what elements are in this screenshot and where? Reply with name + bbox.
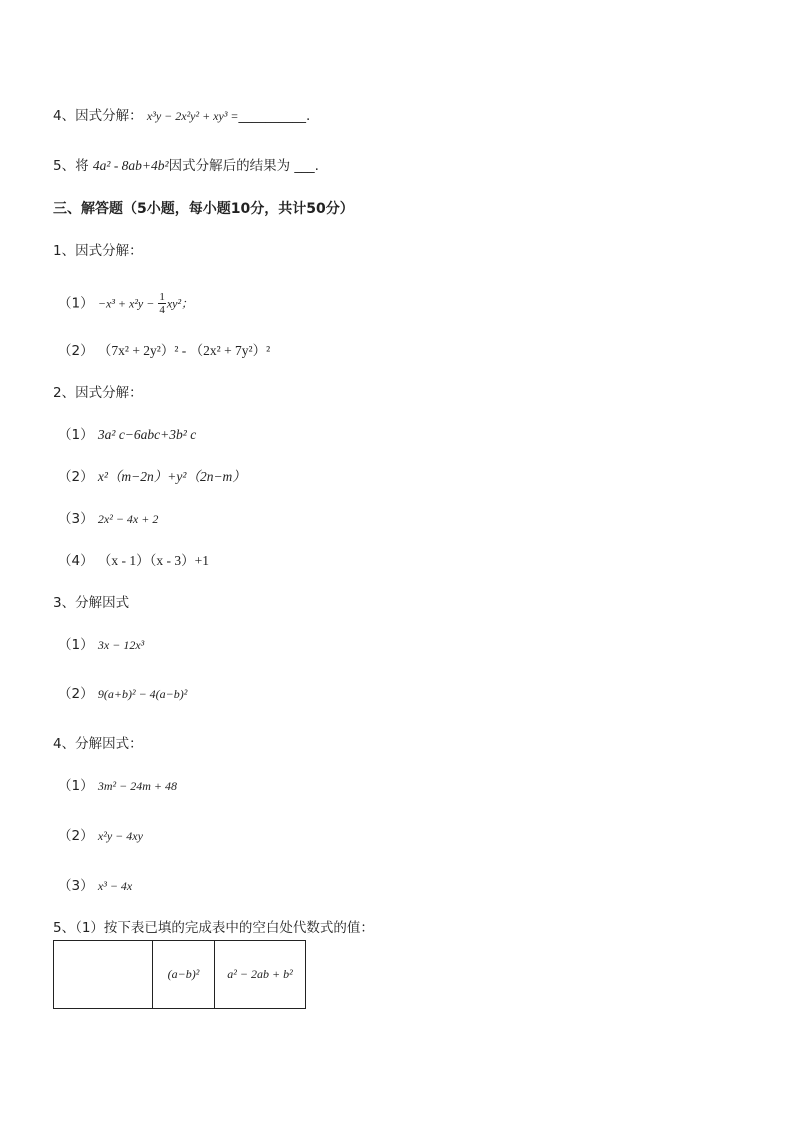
table-cell-expression: a² − 2ab + b² bbox=[215, 941, 306, 1009]
fill-question-5 bbox=[53, 157, 319, 175]
part-index: （1） bbox=[58, 778, 94, 794]
problem-2-part-3 bbox=[58, 510, 158, 528]
part-expression: 3a² c−6abc+3b² c bbox=[97, 427, 197, 442]
question-number: 4、因式分解： bbox=[53, 108, 143, 124]
problem-2-part-1 bbox=[58, 426, 196, 444]
answer-blank[interactable]: __________ bbox=[238, 108, 307, 124]
table-row bbox=[54, 941, 306, 1009]
problem-2-part-4 bbox=[58, 552, 209, 570]
value-table bbox=[53, 940, 306, 1009]
problem-2-label: 2、因式分解： bbox=[53, 385, 143, 401]
part-expression: −x³ + x²y − bbox=[97, 296, 158, 311]
question-text: 因式分解后的结果为 bbox=[168, 158, 291, 174]
part-index: （3） bbox=[58, 511, 94, 527]
fraction bbox=[158, 291, 166, 316]
part-expression: 3m² − 24m + 48 bbox=[97, 779, 178, 793]
problem-2-part-2 bbox=[58, 468, 246, 486]
question-expression: x³y − 2x²y² + xy³ = bbox=[146, 109, 239, 123]
part-expression: x³ − 4x bbox=[97, 879, 133, 893]
part-index: （1） bbox=[58, 427, 94, 443]
part-expression: （x - 1）（x - 3）+1 bbox=[97, 553, 209, 568]
part-expression: 3x − 12x³ bbox=[97, 638, 145, 652]
fraction-denominator: 4 bbox=[159, 304, 165, 316]
problem-4-part-3 bbox=[58, 877, 132, 895]
part-expression: 2x² − 4x + 2 bbox=[97, 512, 159, 526]
problem-3-label: 3、分解因式 bbox=[53, 595, 130, 611]
table-cell-empty[interactable] bbox=[54, 941, 153, 1009]
problem-1-label: 1、因式分解： bbox=[53, 243, 143, 259]
part-expression-tail: xy²； bbox=[166, 296, 194, 311]
fraction-numerator: 1 bbox=[159, 291, 165, 303]
problem-4-part-1 bbox=[58, 777, 177, 795]
part-expression: （7x² + 2y²）² - （2x² + 7y²）² bbox=[97, 343, 271, 358]
part-index: （2） bbox=[58, 828, 94, 844]
table-cell-expression: (a−b)² bbox=[153, 941, 215, 1009]
question-number: 5、将 bbox=[53, 158, 89, 174]
question-expression: 4a² - 8ab+4b² bbox=[92, 158, 169, 173]
problem-4-part-2 bbox=[58, 827, 143, 845]
fill-question-4 bbox=[53, 107, 310, 125]
problem-4-label: 4、分解因式： bbox=[53, 736, 143, 752]
part-index: （2） bbox=[58, 469, 94, 485]
period: . bbox=[306, 108, 311, 124]
part-index: （1） bbox=[58, 295, 94, 312]
period: . bbox=[314, 158, 319, 174]
problem-1-part-2 bbox=[58, 342, 270, 360]
part-expression: x²y − 4xy bbox=[97, 829, 143, 843]
section-heading: 三、解答题（5小题，每小题10分，共计50分） bbox=[53, 201, 354, 217]
part-index: （2） bbox=[58, 343, 94, 359]
part-expression: 9(a+b)² − 4(a−b)² bbox=[97, 687, 188, 701]
problem-5-label: 5、（1）按下表已填的完成表中的空白处代数式的值： bbox=[53, 920, 374, 936]
answer-blank[interactable]: ___ bbox=[294, 158, 315, 174]
part-index: （4） bbox=[58, 553, 94, 569]
part-index: （2） bbox=[58, 686, 94, 702]
part-index: （1） bbox=[58, 637, 94, 653]
problem-1-part-1 bbox=[58, 291, 193, 316]
part-expression: x²（m−2n）+y²（2n−m） bbox=[97, 469, 246, 484]
part-index: （3） bbox=[58, 878, 94, 894]
problem-3-part-1 bbox=[58, 636, 144, 654]
problem-3-part-2 bbox=[58, 685, 187, 703]
